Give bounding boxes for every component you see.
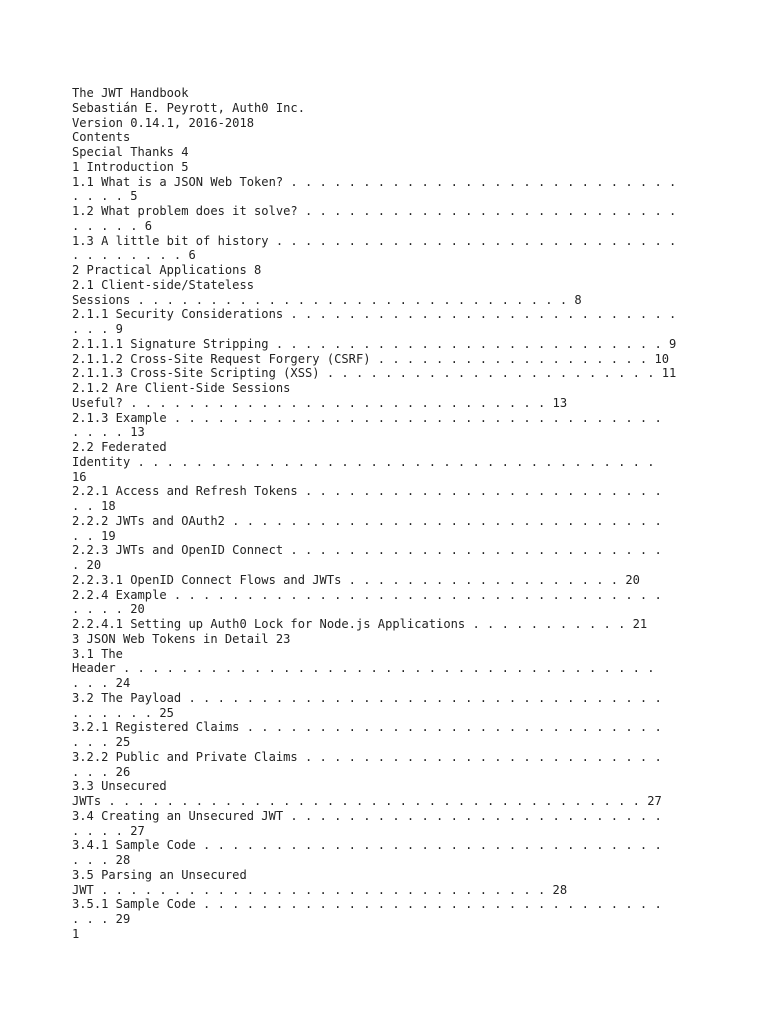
- toc-line: 2.2 Federated: [72, 440, 167, 454]
- toc-line: . . . 28: [72, 853, 131, 867]
- toc-line: 16: [72, 469, 87, 484]
- toc-line: 2.2.3 JWTs and OpenID Connect . . . . . . . . . . . . . . . . . . . . . . . . . .: [72, 543, 662, 558]
- toc-line: . . . . 27: [72, 823, 145, 838]
- toc-line: 3 JSON Web Tokens in Detail 23: [72, 631, 291, 646]
- document-page: [72, 86, 712, 942]
- toc-line: Special Thanks 4: [72, 145, 189, 159]
- toc-line: . . . . 13: [72, 425, 145, 440]
- toc-line: 2.1.1.3 Cross-Site Scripting (XSS) . . . . . . . . . . . . . . . . . . . . . . . 11: [72, 366, 677, 381]
- toc-line: . . 19: [72, 528, 116, 543]
- toc-line: . . . 24: [72, 676, 131, 690]
- toc-line: 2 Practical Applications 8: [72, 263, 262, 277]
- toc-line: 2.1.1 Security Considerations . . . . . . . . . . . . . . . . . . . . . . . . . . .: [72, 307, 677, 322]
- toc-line: . 20: [72, 558, 102, 572]
- toc-line: 1.1 What is a JSON Web Token? . . . . . . . . . . . . . . . . . . . . . . . . . . .: [72, 174, 677, 189]
- toc-line: . . . . . . . . 6: [72, 248, 196, 263]
- toc-line: 3.5 Parsing an Unsecured: [72, 867, 247, 882]
- toc-line: 3.1 The: [72, 646, 123, 661]
- toc-line: Sessions . . . . . . . . . . . . . . . . . . . . . . . . . . . . . . 8: [72, 292, 582, 307]
- contents-heading: Contents: [72, 130, 131, 145]
- toc-line: . . . 25: [72, 735, 131, 749]
- toc-line: 2.1.2 Are Client-Side Sessions: [72, 381, 291, 395]
- toc-line: 3.4.1 Sample Code . . . . . . . . . . . . . . . . . . . . . . . . . . . . . . . .: [72, 838, 662, 853]
- document-version: Version 0.14.1, 2016-2018: [72, 115, 255, 130]
- toc-line: 2.1.1.2 Cross-Site Request Forgery (CSRF) . . . . . . . . . . . . . . . . . . . 10: [72, 351, 670, 366]
- toc-line: 1.3 A little bit of history . . . . . . . . . . . . . . . . . . . . . . . . . . . .: [72, 233, 677, 248]
- toc-line: 3.2.2 Public and Private Claims . . . . . . . . . . . . . . . . . . . . . . . . .: [72, 749, 662, 764]
- toc-line: 2.1 Client-side/Stateless: [72, 277, 255, 292]
- toc-line: 3.3 Unsecured: [72, 779, 167, 794]
- document-title: The JWT Handbook: [72, 86, 189, 100]
- page-number: 1: [72, 926, 80, 941]
- toc-line: 2.2.4.1 Setting up Auth0 Lock for Node.js Applications . . . . . . . . . . . 21: [72, 617, 648, 631]
- toc-line: 2.2.1 Access and Refresh Tokens . . . . . . . . . . . . . . . . . . . . . . . . .: [72, 484, 662, 499]
- toc-line: . . . . . 6: [72, 218, 153, 233]
- toc-line: JWTs . . . . . . . . . . . . . . . . . . . . . . . . . . . . . . . . . . . . . 27: [72, 794, 662, 808]
- toc-line: 2.2.3.1 OpenID Connect Flows and JWTs . . . . . . . . . . . . . . . . . . . 20: [72, 572, 640, 587]
- document-author: Sebastián E. Peyrott, Auth0 Inc.: [72, 100, 305, 115]
- toc-line: 2.1.1.1 Signature Stripping . . . . . . . . . . . . . . . . . . . . . . . . . . . 9: [72, 336, 677, 351]
- toc-line: . . . 26: [72, 764, 131, 779]
- toc-line: 2.1.3 Example . . . . . . . . . . . . . . . . . . . . . . . . . . . . . . . . . .: [72, 410, 662, 425]
- toc-line: 3.4 Creating an Unsecured JWT . . . . . . . . . . . . . . . . . . . . . . . . . .: [72, 808, 662, 823]
- toc-line: 2.2.2 JWTs and OAuth2 . . . . . . . . . . . . . . . . . . . . . . . . . . . . . .: [72, 513, 662, 528]
- toc-line: 3.2.1 Registered Claims . . . . . . . . . . . . . . . . . . . . . . . . . . . . .: [72, 720, 662, 735]
- table-of-contents: [72, 145, 712, 927]
- toc-line: Useful? . . . . . . . . . . . . . . . . . . . . . . . . . . . . . 13: [72, 395, 568, 410]
- toc-line: Header . . . . . . . . . . . . . . . . . . . . . . . . . . . . . . . . . . . . .: [72, 661, 655, 676]
- toc-line: JWT . . . . . . . . . . . . . . . . . . . . . . . . . . . . . . . 28: [72, 882, 568, 897]
- toc-line: . . . . 20: [72, 602, 145, 617]
- toc-line: . . . 29: [72, 912, 131, 926]
- toc-line: . . 18: [72, 499, 116, 513]
- toc-line: 3.5.1 Sample Code . . . . . . . . . . . . . . . . . . . . . . . . . . . . . . . .: [72, 897, 662, 912]
- toc-line: 3.2 The Payload . . . . . . . . . . . . . . . . . . . . . . . . . . . . . . . . .: [72, 690, 662, 705]
- toc-line: 1 Introduction 5: [72, 159, 189, 174]
- toc-line: 1.2 What problem does it solve? . . . . . . . . . . . . . . . . . . . . . . . . . .: [72, 204, 677, 218]
- toc-line: Identity . . . . . . . . . . . . . . . . . . . . . . . . . . . . . . . . . . . .: [72, 454, 655, 469]
- toc-line: . . . 9: [72, 322, 123, 336]
- toc-line: 2.2.4 Example . . . . . . . . . . . . . . . . . . . . . . . . . . . . . . . . . .: [72, 587, 662, 602]
- toc-line: . . . . . . 25: [72, 705, 174, 720]
- toc-line: . . . . 5: [72, 189, 138, 204]
